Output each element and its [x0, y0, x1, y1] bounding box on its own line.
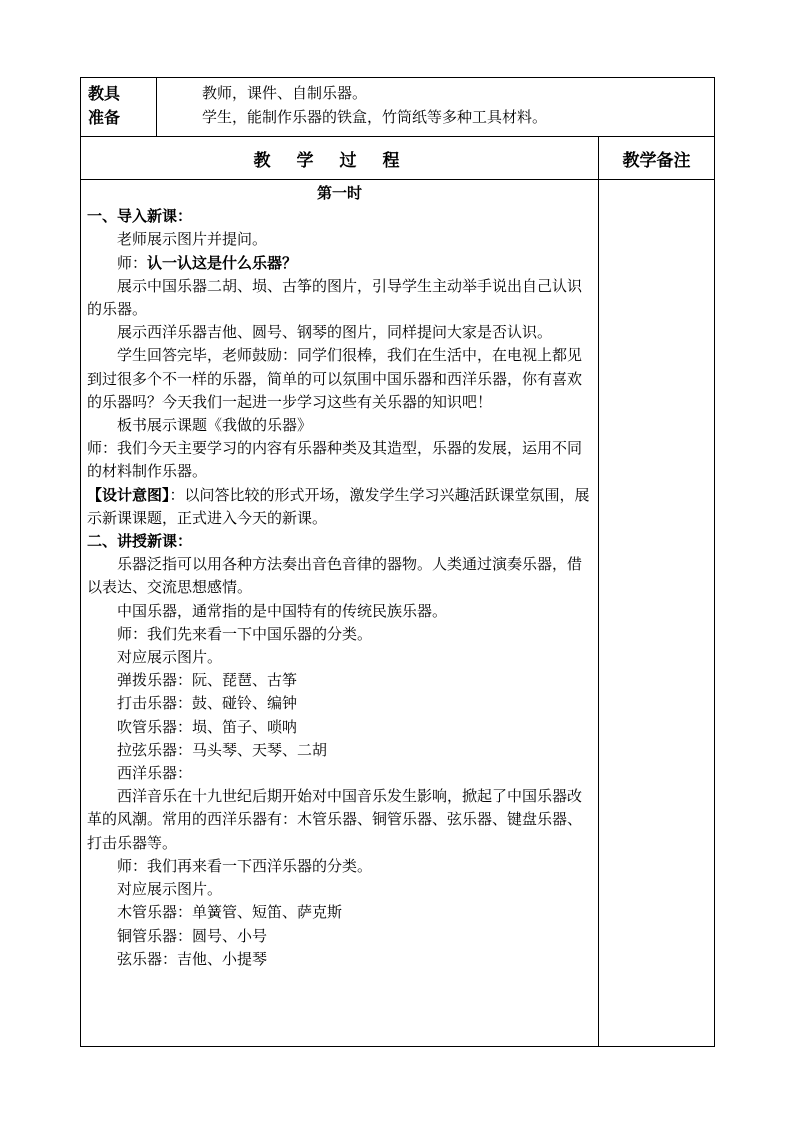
lesson-plan-page	[80, 77, 714, 1041]
paragraph: 西洋音乐在十九世纪后期开始对中国音乐发生影响，掀起了中国乐器改革的风潮。常用的西洋乐器有：木管乐器、铜管乐器、弦乐器、键盘乐器、打击乐器等。	[87, 787, 583, 852]
list-item: 弦乐器：吉他、小提琴	[117, 949, 268, 968]
teaching-notes-content	[599, 180, 715, 1047]
prep-label-line1: 教具	[88, 84, 121, 103]
paragraph: 对应展示图片。	[117, 880, 223, 899]
prep-teacher-line: 教师，课件、自制乐器。	[202, 84, 368, 102]
lesson-title: 第一时	[316, 184, 362, 202]
lesson-plan-table	[80, 77, 715, 1047]
prep-label-cell	[81, 78, 157, 137]
paragraph: 对应展示图片。	[117, 648, 223, 667]
list-item: 打击乐器：鼓、碰铃、编钟	[117, 694, 298, 713]
speaker-prefix: 师：	[117, 253, 148, 272]
paragraph: 乐器泛指可以用各种方法奏出音色音律的器物。人类通过演奏乐器，借以表达、交流思想感情。	[87, 555, 583, 597]
paragraph: 老师展示图片并提问。	[117, 230, 268, 249]
paragraph: 板书展示课题《我做的乐器》	[117, 416, 313, 435]
teaching-notes-heading: 教学备注	[599, 137, 715, 180]
prep-label-line2: 准备	[88, 108, 121, 127]
paragraph: 展示西洋乐器吉他、圆号、钢琴的图片，同样提问大家是否认识。	[117, 323, 553, 342]
body-row	[81, 180, 715, 1047]
design-intent-label: 【设计意图】	[87, 485, 170, 504]
paragraph: 师：我们再来看一下西洋乐器的分类。	[117, 856, 373, 875]
section-teaching-heading: 二、讲授新课：	[87, 532, 193, 551]
paragraph: 学生回答完毕，老师鼓励：同学们很棒，我们在生活中，在电视上都见到过很多个不一样的乐器，简单的可以氛围中国乐器和西洋乐器，你有喜欢的乐器吗？今天我们一起进一步学习这些有关乐器的知识吧！	[87, 346, 583, 411]
list-item: 吹管乐器：埙、笛子、唢呐	[117, 717, 298, 736]
paragraph: 西洋乐器：	[117, 764, 193, 783]
list-item: 铜管乐器：圆号、小号	[117, 926, 268, 945]
paragraph: 展示中国乐器二胡、埙、古筝的图片，引导学生主动举手说出自己认识的乐器。	[87, 276, 583, 319]
paragraph: 中国乐器，通常指的是中国特有的传统民族乐器。	[117, 601, 448, 620]
prep-content-cell	[157, 78, 715, 137]
header-row	[81, 137, 715, 180]
prep-student-line: 学生，能制作乐器的铁盒，竹筒纸等多种工具材料。	[202, 108, 548, 126]
section-intro-heading: 一、导入新课：	[87, 207, 193, 226]
paragraph: 师：我们今天主要学习的内容有乐器种类及其造型，乐器的发展，运用不同的材料制作乐器。	[87, 439, 583, 481]
list-item: 木管乐器：单簧管、短笛、萨克斯	[117, 903, 343, 922]
teaching-process-content	[81, 180, 599, 1047]
design-intent-paragraph	[87, 484, 592, 530]
teaching-process-heading: 教学过程	[81, 137, 599, 180]
paragraph-question	[87, 252, 592, 275]
prep-row	[81, 78, 715, 137]
question-text: 认一认这是什么乐器？	[147, 253, 298, 272]
paragraph: 师：我们先来看一下中国乐器的分类。	[117, 624, 373, 643]
design-intent-text: ：以问答比较的形式开场，激发学生学习兴趣活跃课堂氛围，展示新课课题，正式进入今天的新课。	[87, 485, 590, 527]
list-item: 弹拨乐器：阮、琵琶、古筝	[117, 671, 298, 690]
list-item: 拉弦乐器：马头琴、天琴、二胡	[117, 740, 328, 759]
